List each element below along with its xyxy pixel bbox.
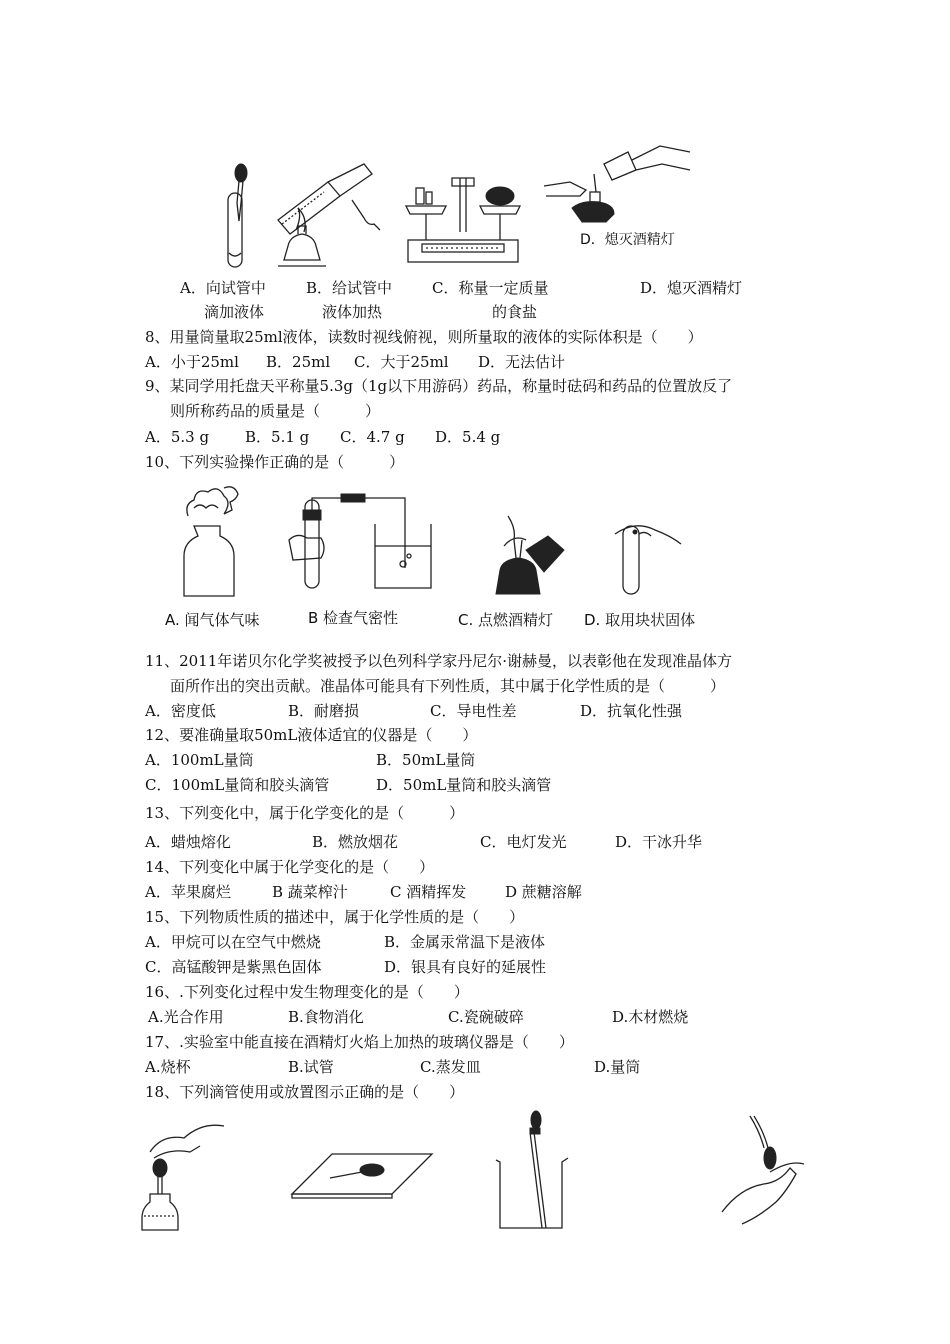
q7-figure-b-heating xyxy=(268,160,383,272)
q9-stem-line1: 9、某同学用托盘天平称量5.3g（1g以下用游码）药品，称量时砝码和药品的位置放反了 xyxy=(145,377,733,395)
q12-option-c: C．100mL量筒和胶头滴管 xyxy=(145,776,330,794)
q15-option-b: B．金属汞常温下是液体 xyxy=(384,933,546,951)
q7-option-c-line1: C．称量一定质量 xyxy=(432,279,549,297)
q7-option-a-line1: A．向试管中 xyxy=(180,279,266,297)
q12-option-d: D．50mL量筒和胶头滴管 xyxy=(376,776,552,794)
q18-figure-c-dropper-in-beaker xyxy=(490,1112,580,1232)
q14-option-c: C 酒精挥发 xyxy=(390,883,467,901)
q14-option-d: D 蔗糖溶解 xyxy=(505,883,582,901)
q17-option-c: C.蒸发皿 xyxy=(420,1058,481,1076)
q13-option-a: A．蜡烛熔化 xyxy=(145,833,231,851)
q8-option-d: D．无法估计 xyxy=(478,353,566,371)
q14-stem: 14、下列变化中属于化学变化的是（ ） xyxy=(145,858,435,876)
q10-figure-a-smell xyxy=(180,480,255,600)
q17-option-b: B.试管 xyxy=(288,1058,334,1076)
q16-stem: 16、.下列变化过程中发生物理变化的是（ ） xyxy=(145,983,469,1001)
q10-caption-d: D. 取用块状固体 xyxy=(584,611,696,629)
q12-stem: 12、要准确量取50mL液体适宜的仪器是（ ） xyxy=(145,726,478,744)
q11-option-c: C．导电性差 xyxy=(430,702,517,720)
q15-option-a: A．甲烷可以在空气中燃烧 xyxy=(145,933,321,951)
q11-stem-line1: 11、2011年诺贝尔化学奖被授予以色列科学家丹尼尔·谢赫曼，以表彰他在发现准晶体方 xyxy=(145,652,733,670)
q8-option-c: C．大于25ml xyxy=(354,353,449,371)
q14-option-a: A．苹果腐烂 xyxy=(145,883,231,901)
q15-option-d: D．银具有良好的延展性 xyxy=(384,958,547,976)
q16-option-a: A.光合作用 xyxy=(148,1008,224,1026)
q18-figure-b-dropper-on-table xyxy=(290,1150,435,1200)
q13-option-c: C．电灯发光 xyxy=(480,833,567,851)
q7-option-b-line2: 液体加热 xyxy=(322,303,383,321)
q11-option-d: D．抗氧化性强 xyxy=(580,702,683,720)
q12-option-b: B．50mL量筒 xyxy=(376,751,476,769)
q7-figure-a-dropper xyxy=(220,163,250,273)
q9-stem-line2: 则所称药品的质量是（ ） xyxy=(170,402,381,420)
q9-option-d: D．5.4 g xyxy=(435,428,501,446)
q13-option-d: D．干冰升华 xyxy=(615,833,703,851)
q16-option-d: D.木材燃烧 xyxy=(612,1008,689,1026)
q11-option-b: B．耐磨损 xyxy=(288,702,360,720)
q7-option-a-line2: 滴加液体 xyxy=(204,303,265,321)
q11-option-a: A．密度低 xyxy=(145,702,216,720)
q17-stem: 17、.实验室中能直接在酒精灯火焰上加热的玻璃仪器是（ ） xyxy=(145,1033,574,1051)
q10-figure-d-solid xyxy=(585,518,685,598)
q8-option-a: A．小于25ml xyxy=(145,353,239,371)
q18-figure-d-dropper-upside-down xyxy=(720,1112,810,1232)
q15-stem: 15、下列物质性质的描述中，属于化学性质的是（ ） xyxy=(145,908,525,926)
q10-figure-b-airtight xyxy=(285,488,435,593)
q7-option-b-line1: B．给试管中 xyxy=(306,279,393,297)
q7-option-d-line1: D．熄灭酒精灯 xyxy=(640,279,743,297)
q17-option-a: A.烧杯 xyxy=(145,1058,191,1076)
q18-figure-a-dropper-bottle xyxy=(140,1112,230,1232)
q10-caption-c: C. 点燃酒精灯 xyxy=(458,611,554,629)
q10-figure-c-light-lamp xyxy=(478,510,568,602)
q10-caption-b: B 检查气密性 xyxy=(308,609,399,627)
q10-stem: 10、下列实验操作正确的是（ ） xyxy=(145,453,405,471)
q15-option-c: C．高锰酸钾是紫黑色固体 xyxy=(145,958,322,976)
q11-stem-line2: 面所作出的突出贡献。准晶体可能具有下列性质，其中属于化学性质的是（ ） xyxy=(170,677,726,695)
q18-stem: 18、下列滴管使用或放置图示正确的是（ ） xyxy=(145,1083,465,1101)
q13-stem: 13、下列变化中，属于化学变化的是（ ） xyxy=(145,804,465,822)
q13-option-b: B．燃放烟花 xyxy=(312,833,399,851)
q7-figure-d-caption: D．熄灭酒精灯 xyxy=(580,232,675,248)
q9-option-a: A．5.3 g xyxy=(145,428,210,446)
q16-option-c: C.瓷碗破碎 xyxy=(448,1008,524,1026)
q8-stem: 8、用量筒量取25ml液体，读数时视线俯视，则所量取的液体的实际体积是（ ） xyxy=(145,328,703,346)
q9-option-b: B．5.1 g xyxy=(245,428,310,446)
q7-figure-c-balance xyxy=(402,170,524,270)
q7-option-c-line2: 的食盐 xyxy=(492,303,538,321)
q17-option-d: D.量筒 xyxy=(594,1058,641,1076)
q8-option-b: B．25ml xyxy=(266,353,331,371)
q12-option-a: A．100mL量筒 xyxy=(145,751,254,769)
q16-option-b: B.食物消化 xyxy=(288,1008,364,1026)
q9-option-c: C．4.7 g xyxy=(340,428,405,446)
q14-option-b: B 蔬菜榨汁 xyxy=(272,883,348,901)
q10-caption-a: A. 闻气体气味 xyxy=(165,611,260,629)
